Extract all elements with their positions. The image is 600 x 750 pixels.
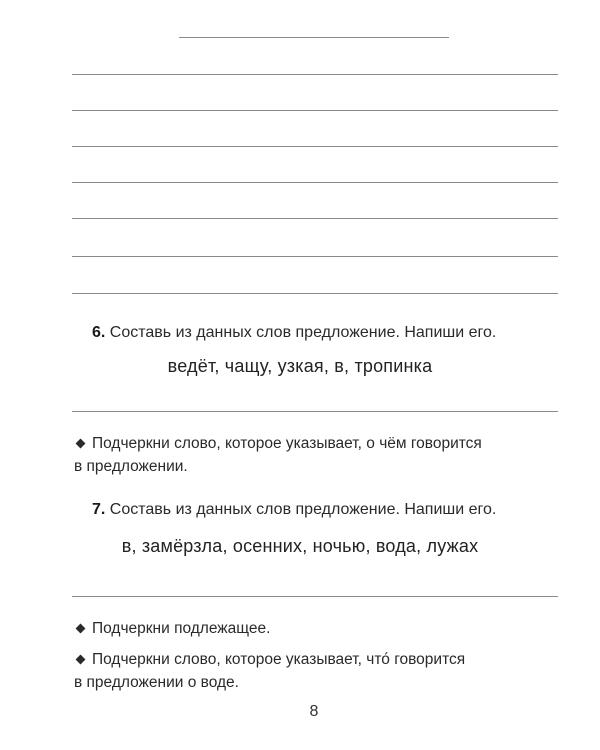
task-6-words: ведёт, чащу, узкая, в, тропинка [167, 356, 433, 376]
title-writing-line [179, 37, 449, 38]
task-7-note-2-line-1: Подчеркни слово, которое указывает, что́ говорится [92, 651, 466, 668]
diamond-bullet-icon [76, 624, 86, 634]
task-7-note-1 [74, 617, 564, 640]
task-6-number: 6. [92, 324, 106, 341]
task-7-answer-line [72, 596, 558, 597]
task-7-note-2-line-2: в предложении о воде. [74, 674, 239, 691]
task-6-text: Составь из данных слов предложение. Напиши его. [109, 324, 497, 341]
task-7-instruction [92, 500, 496, 520]
writing-line [72, 218, 558, 219]
task-6-note [74, 432, 564, 478]
task-6-answer-line [72, 411, 558, 412]
task-6-instruction [92, 323, 496, 343]
writing-line [72, 256, 558, 257]
task-6-note-line-1: Подчеркни слово, которое указывает, о чём говорится [92, 435, 482, 452]
task-6-note-line-2: в предложении. [74, 458, 188, 475]
page-number: 8 [309, 703, 319, 720]
writing-line [72, 110, 558, 111]
task-7-note-2 [74, 648, 564, 694]
diamond-bullet-icon [76, 439, 86, 449]
writing-line [72, 74, 558, 75]
task-7-text: Составь из данных слов предложение. Напиши его. [109, 501, 497, 518]
task-7-number: 7. [92, 501, 106, 518]
task-7-note-1-text: Подчеркни подлежащее. [92, 620, 271, 637]
diamond-bullet-icon [76, 655, 86, 665]
writing-line [72, 182, 558, 183]
writing-line [72, 293, 558, 294]
writing-line [72, 146, 558, 147]
task-7-words: в, замёрзла, осенних, ночью, вода, лужах [121, 536, 479, 556]
